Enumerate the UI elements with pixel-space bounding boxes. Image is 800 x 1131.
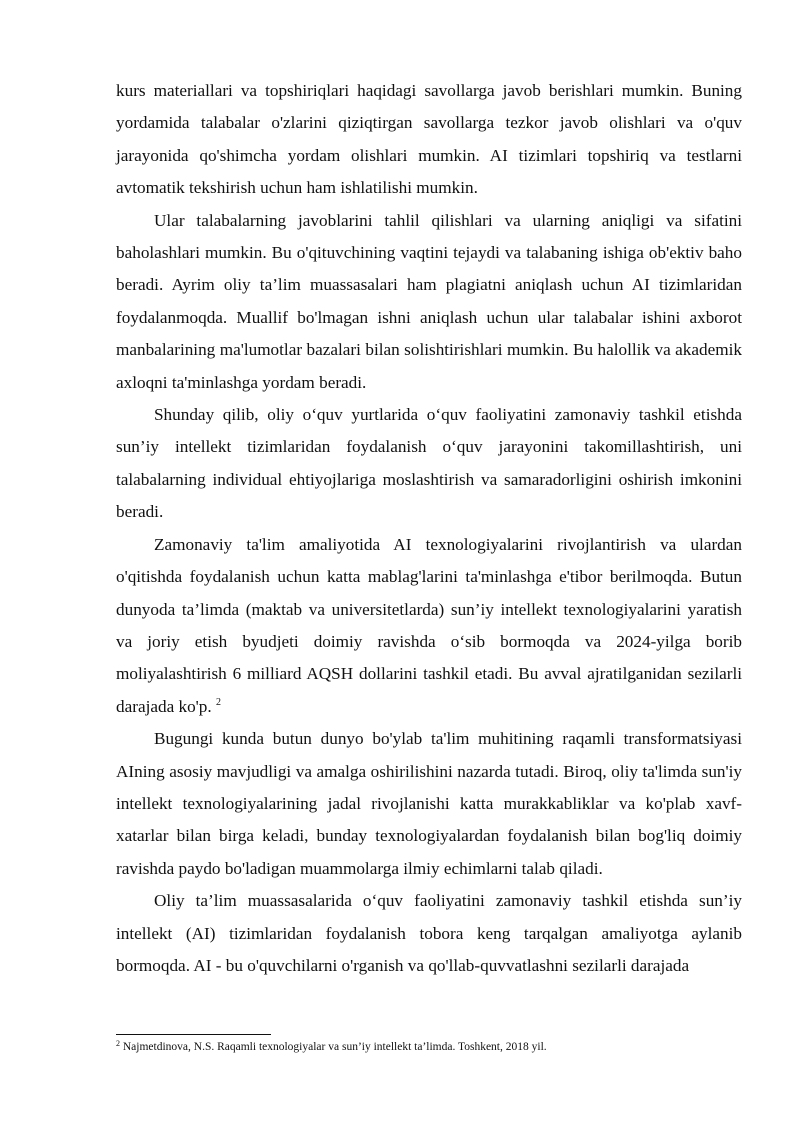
footnote-separator (116, 1034, 271, 1035)
footnote-number: 2 (116, 1039, 120, 1048)
paragraph-6: Oliy ta’lim muassasalarida o‘quv faoliyatini zamonaviy tashkil etishda sun’iy intellekt (AI) tizimlaridan foydalanish tobora keng tarqalgan amaliyotga aylanib bormoqda. AI - bu o'quvchilarni o'rganish va qo'llab-quvvatlashni sezilarli darajada (116, 891, 742, 975)
footnote-reference[interactable]: 2 (215, 696, 221, 708)
footnote-text: Najmetdinova, N.S. Raqamli texnologiyalar va sun’iy intellekt ta’limda. Toshkent, 2018 yil. (122, 1041, 547, 1053)
paragraph-2: Ular talabalarning javoblarini tahlil qilishlari va ularning aniqligi va sifatini baholashlari mumkin. Bu o'qituvchining vaqtini tejaydi va talabaning ishiga ob'ektiv baho beradi. Ayrim oliy ta’lim muassasalari ham plagiatni aniqlash uchun AI tizimlaridan foydalanmoqda. Muallif bo'lmagan ishni aniqlash uchun ular talabalar ishini axborot manbalarining ma'lumotlar bazalari bilan solishtirishlari mumkin. Bu halollik va akademik axloqni ta'minlashga yordam beradi. (116, 210, 742, 392)
paragraph-3: Shunday qilib, oliy o‘quv yurtlarida o‘quv faoliyatini zamonaviy tashkil etishda sun’iy intellekt tizimlaridan foydalanish o‘quv jarayonini takomillashtirish, uni talabalarning individual ehtiyojlariga moslashtirish va samaradorligini oshirish imkonini beradi. (116, 405, 742, 522)
paragraph-4 (116, 529, 742, 723)
paragraph-4-text: Zamonaviy ta'lim amaliyotida AI texnologiyalarini rivojlantirish va ulardan o'qitishda foydalanish uchun katta mablag'larini ta'minlashga e'tibor berilmoqda. Butun dunyoda ta’limda (maktab va universitetlarda) sun’iy intellekt texnologiyalarini yaratish va joriy etish byudjeti doimiy ravishda o‘sib bormoqda va 2024-yilga borib moliyalashtirish 6 milliard AQSH dollarini tashkil etadi. Bu avval ajratilganidan sezilarli darajada ko'p. (116, 534, 742, 716)
body-text (116, 75, 742, 982)
paragraph-5: Bugungi kunda butun dunyo bo'ylab ta'lim muhitining raqamli transformatsiyasi AIning asosiy mavjudligi va amalga oshirilishini nazarda tutadi. Biroq, oliy ta'limda sun'iy intellekt texnologiyalarining jadal rivojlanishi katta murakkabliklar va ko'plab xavf-xatarlar bilan birga keladi, bunday texnologiyalardan foydalanish bilan bog'liq doimiy ravishda paydo bo'ladigan muammolarga ilmiy echimlarni talab qiladi. (116, 729, 742, 878)
paragraph-1: kurs materiallari va topshiriqlari haqidagi savollarga javob berishlari mumkin. Buning yordamida talabalar o'zlarini qiziqtirgan savollarga tezkor javob olishlari va o'quv jarayonida qo'shimcha yordam olishlari mumkin. AI tizimlari topshiriq va testlarni avtomatik tekshirish uchun ham ishlatilishi mumkin. (116, 81, 742, 198)
footnote (116, 1040, 756, 1055)
